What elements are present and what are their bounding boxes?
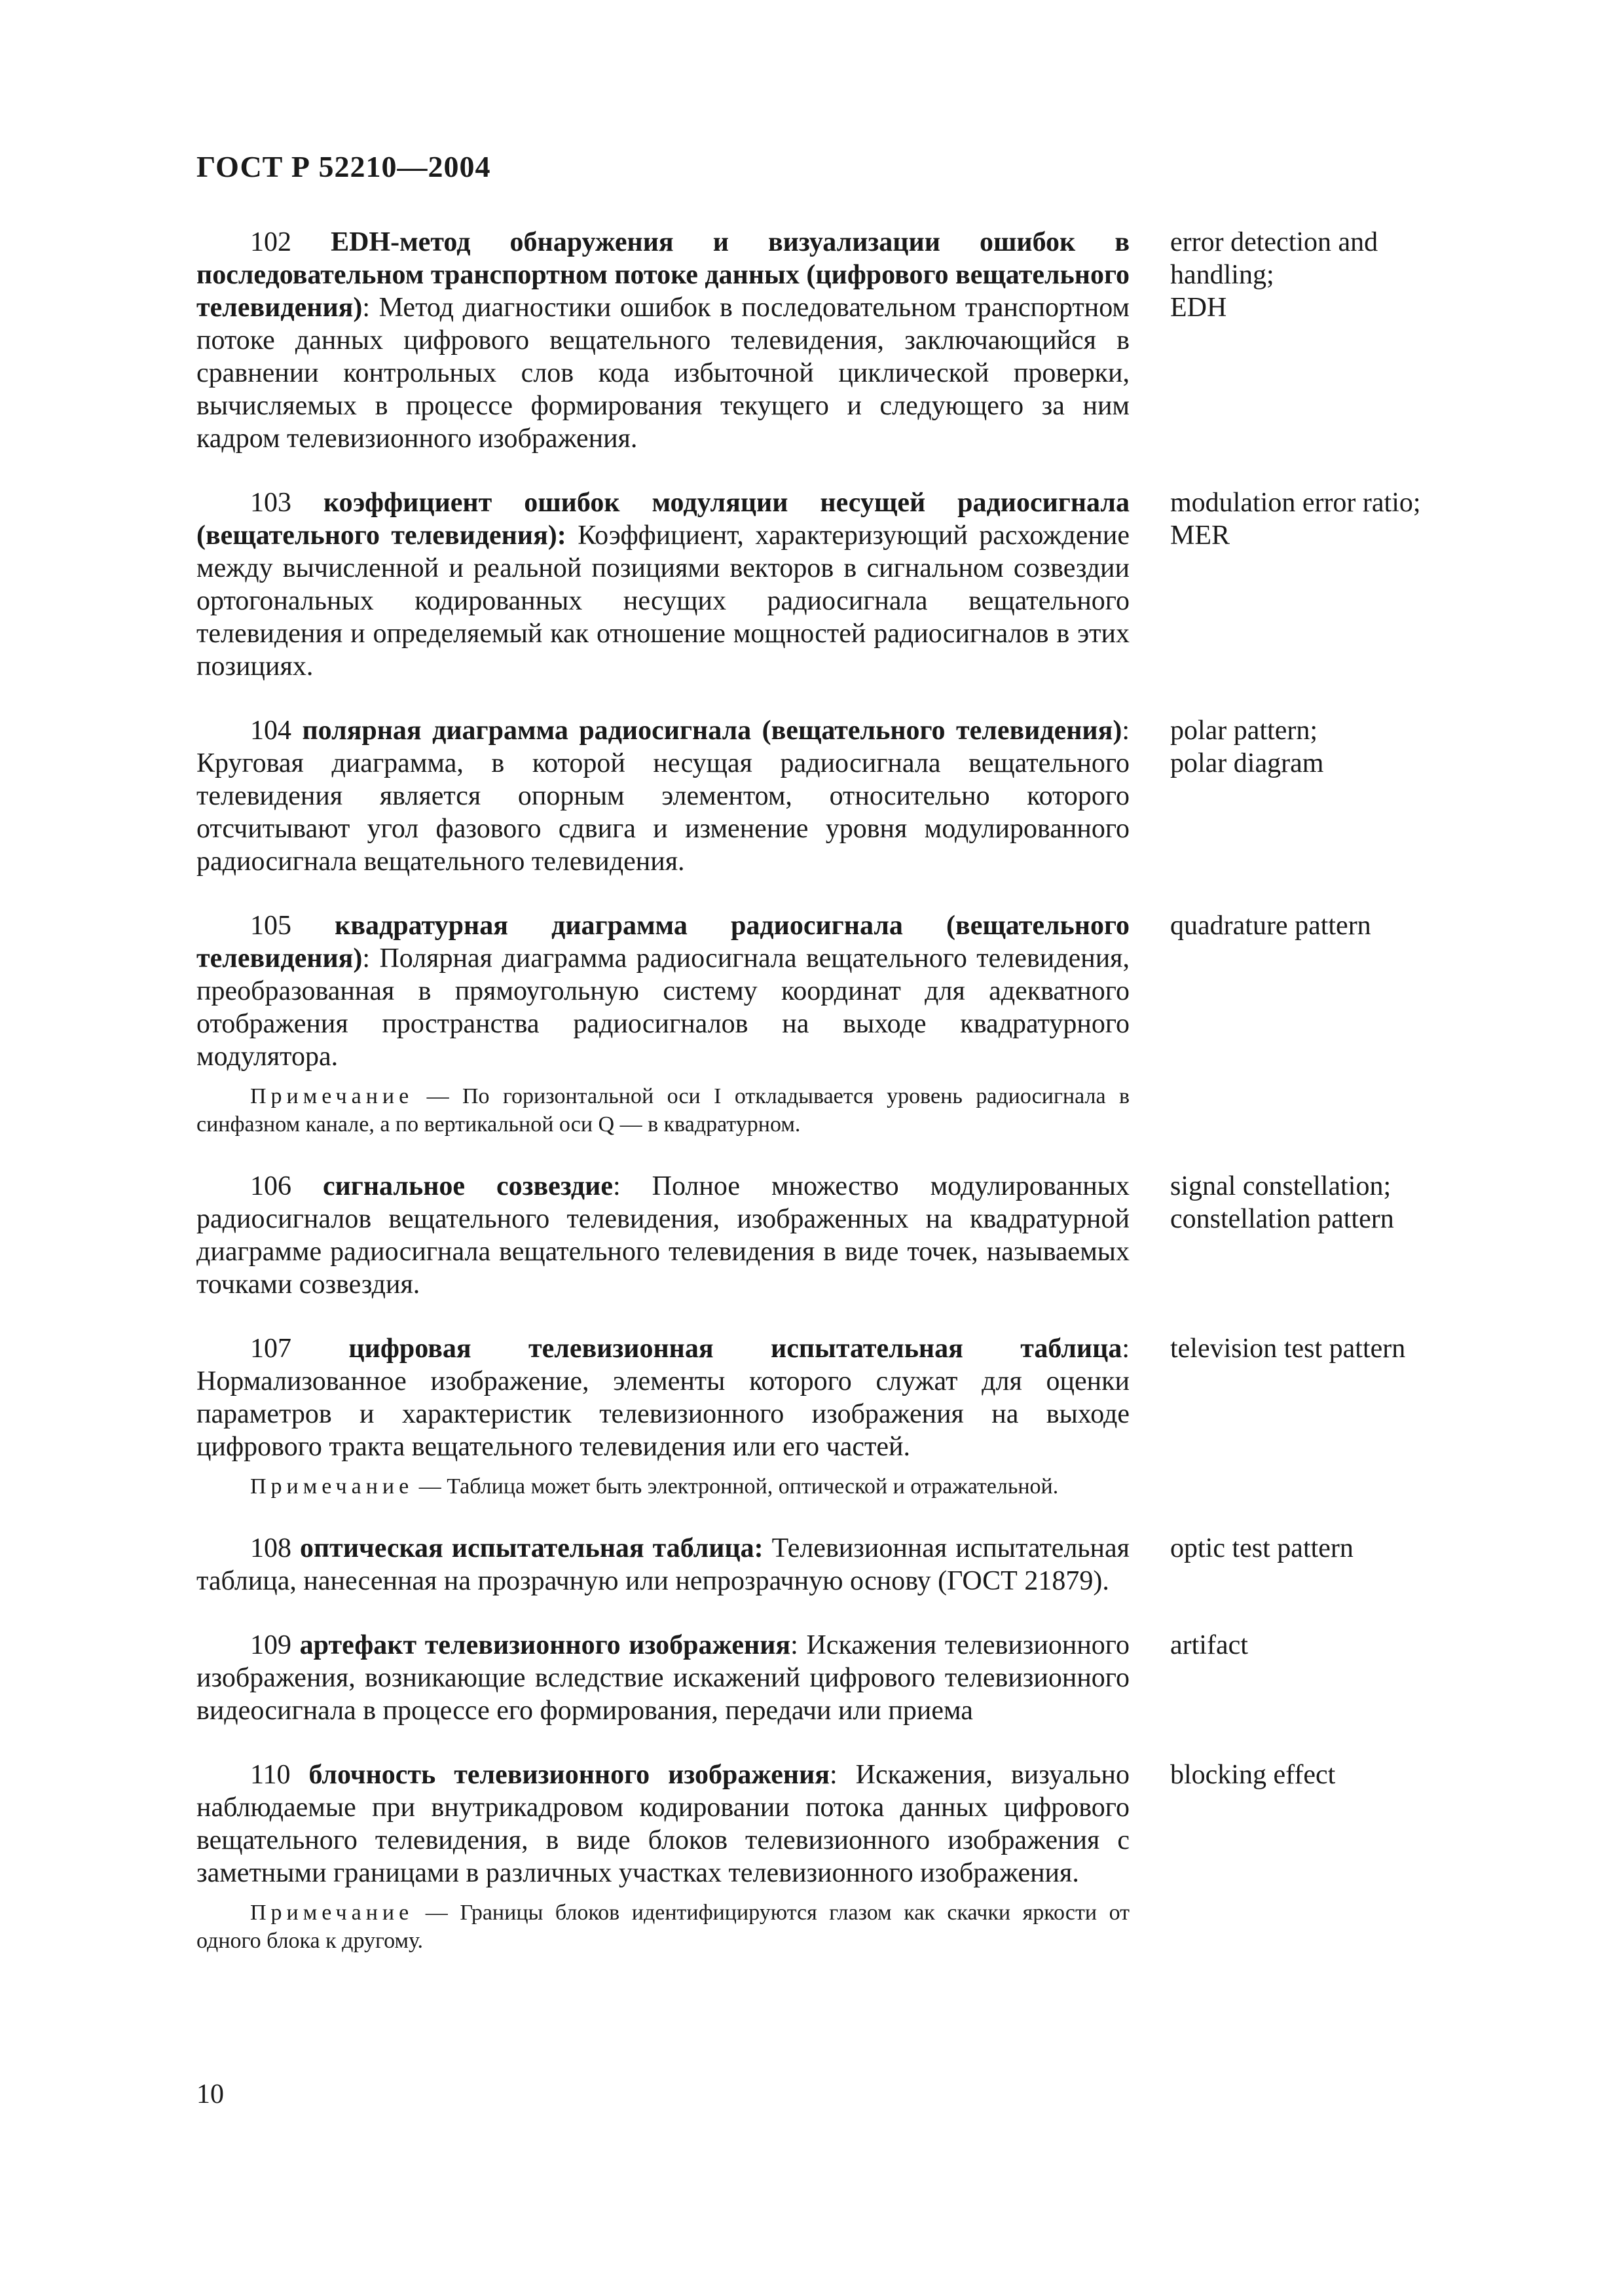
term-body <box>196 1758 1130 1955</box>
term-definition <box>196 226 1130 455</box>
term-title: коэффициент ошибок модуляции несущей радиосигнала (вещательного телевидения): <box>196 488 1130 551</box>
english-equivalent <box>1170 486 1460 552</box>
english-equivalent <box>1170 1532 1460 1565</box>
term-definition-text: : Метод диагностики ошибок в последовательном транспортном потоке данных цифрового вещательного телевидения, заключающийся в сравнении контрольных слов кода избыточной циклической проверки, вычисляемых в процессе формирования текущего и следующего за ним кадром телевизионного изображения. <box>196 293 1130 454</box>
term-title: сигнальное созвездие <box>322 1171 614 1201</box>
term-body <box>196 1629 1130 1727</box>
term-body <box>196 909 1130 1139</box>
term-entry-107 <box>196 1332 1460 1501</box>
english-equivalent <box>1170 1332 1460 1365</box>
note-label: Примечание <box>250 1901 414 1925</box>
term-body <box>196 226 1130 455</box>
english-term-line: modulation error ratio; <box>1170 488 1421 518</box>
term-definition <box>196 486 1130 683</box>
term-entry-102 <box>196 226 1460 455</box>
term-definition-text: : Нормализованное изображение, элементы которого служат для оценки параметров и характеристик телевизионного изображения на выходе цифрового тракта вещательного телевидения или его частей. <box>196 1334 1130 1462</box>
term-note <box>196 1472 1130 1501</box>
note-text: — По горизонтальной оси I откладывается уровень радиосигнала в синфазном канале, а по вертикальной оси Q — в квадратурном. <box>196 1084 1130 1137</box>
terms-list <box>196 226 1460 1986</box>
term-number: 106 <box>250 1171 291 1201</box>
document-header: ГОСТ Р 52210—2004 <box>196 150 491 183</box>
term-definition-text: Коэффициент, характеризующий расхождение между вычисленной и реальной позициями векторов в сигнальном созвездии ортогональных кодированных несущих радиосигнала вещательного телевидения и определяемый как отношение мощностей радиосигналов в этих позициях. <box>196 520 1130 682</box>
term-title: блочность телевизионного изображения <box>308 1760 830 1790</box>
term-title: EDH-метод обнаружения и визуализации ошибок в последовательном транспортном потоке данных (цифрового вещательного телевидения) <box>196 227 1130 323</box>
term-definition-text: : Полярная диаграмма радиосигнала вещательного телевидения, преобразованная в прямоугольную систему координат для адекватного отображения пространства радиосигналов на выходе квадратурного модулятора. <box>196 943 1130 1072</box>
term-definition-text: Телевизионная испытательная таблица, нанесенная на прозрачную или непрозрачную основу (ГОСТ 21879). <box>196 1533 1130 1596</box>
term-definition <box>196 1332 1130 1463</box>
note-label: Примечание <box>250 1084 414 1108</box>
term-title: цифровая телевизионная испытательная таблица <box>348 1334 1122 1364</box>
english-term-line: MER <box>1170 520 1230 551</box>
english-equivalent <box>1170 714 1460 780</box>
term-number: 102 <box>250 227 291 257</box>
term-number: 104 <box>250 716 291 746</box>
english-term-line: signal constellation; <box>1170 1171 1392 1201</box>
term-entry-109 <box>196 1629 1460 1727</box>
term-definition-text: : Искажения, визуально наблюдаемые при внутрикадровом кодировании потока данных цифрового вещательного телевидения, в виде блоков телевизионного изображения с заметными границами в различных участках телевизионного изображения. <box>196 1760 1130 1888</box>
term-entry-108 <box>196 1532 1460 1597</box>
term-title: полярная диаграмма радиосигнала (вещательного телевидения) <box>302 716 1122 746</box>
term-entry-103 <box>196 486 1460 683</box>
term-definition <box>196 1532 1130 1597</box>
english-term-line: constellation pattern <box>1170 1204 1394 1234</box>
term-definition-text: : Искажения телевизионного изображения, возникающие вследствие искажений цифрового телевизионного видеосигнала в процессе его формирования, передачи или приема <box>196 1630 1130 1726</box>
term-number: 107 <box>250 1334 291 1364</box>
page-number: 10 <box>196 2079 224 2109</box>
english-term-line: polar pattern; <box>1170 716 1318 746</box>
english-term-line: blocking effect <box>1170 1760 1336 1790</box>
english-term-line: television test pattern <box>1170 1334 1406 1364</box>
english-equivalent <box>1170 1170 1460 1235</box>
english-term-line: EDH <box>1170 293 1227 323</box>
term-body <box>196 1532 1130 1597</box>
english-term-line: quadrature pattern <box>1170 911 1371 941</box>
term-entry-105 <box>196 909 1460 1139</box>
english-equivalent <box>1170 1629 1460 1662</box>
note-label: Примечание <box>250 1474 414 1499</box>
term-note <box>196 1899 1130 1955</box>
term-number: 105 <box>250 911 291 941</box>
english-equivalent <box>1170 909 1460 942</box>
term-definition <box>196 714 1130 878</box>
term-entry-104 <box>196 714 1460 878</box>
term-body <box>196 1170 1130 1301</box>
term-definition-text: : Полное множество модулированных радиосигналов вещательного телевидения, изображенных на квадратурной диаграмме радиосигнала вещательного телевидения в виде точек, называемых точками созвездия. <box>196 1171 1130 1300</box>
term-definition <box>196 1758 1130 1889</box>
term-number: 103 <box>250 488 291 518</box>
term-entry-106 <box>196 1170 1460 1301</box>
english-equivalent <box>1170 226 1460 324</box>
term-definition <box>196 909 1130 1073</box>
term-body <box>196 714 1130 878</box>
term-note <box>196 1082 1130 1139</box>
english-equivalent <box>1170 1758 1460 1791</box>
english-term-line: optic test pattern <box>1170 1533 1354 1563</box>
term-definition <box>196 1629 1130 1727</box>
english-term-line: handling; <box>1170 260 1274 290</box>
term-title: оптическая испытательная таблица: <box>299 1533 764 1563</box>
term-body <box>196 486 1130 683</box>
note-text: — Таблица может быть электронной, оптической и отражательной. <box>413 1474 1059 1499</box>
note-text: — Границы блоков идентифицируются глазом как скачки яркости от одного блока к другому. <box>196 1901 1130 1953</box>
english-term-line: polar diagram <box>1170 748 1324 778</box>
term-title: артефакт телевизионного изображения <box>299 1630 791 1660</box>
english-term-line: artifact <box>1170 1630 1248 1660</box>
term-number: 110 <box>250 1760 291 1790</box>
term-body <box>196 1332 1130 1501</box>
english-term-line: error detection and <box>1170 227 1378 257</box>
term-definition <box>196 1170 1130 1301</box>
term-number: 108 <box>250 1533 291 1563</box>
term-entry-110 <box>196 1758 1460 1955</box>
term-definition-text: : Круговая диаграмма, в которой несущая радиосигнала вещательного телевидения является опорным элементом, относительно которого отсчитывают угол фазового сдвига и изменение уровня модулированного радиосигнала вещательного телевидения. <box>196 716 1130 877</box>
term-number: 109 <box>250 1630 291 1660</box>
term-title: квадратурная диаграмма радиосигнала (вещательного телевидения) <box>196 911 1130 974</box>
